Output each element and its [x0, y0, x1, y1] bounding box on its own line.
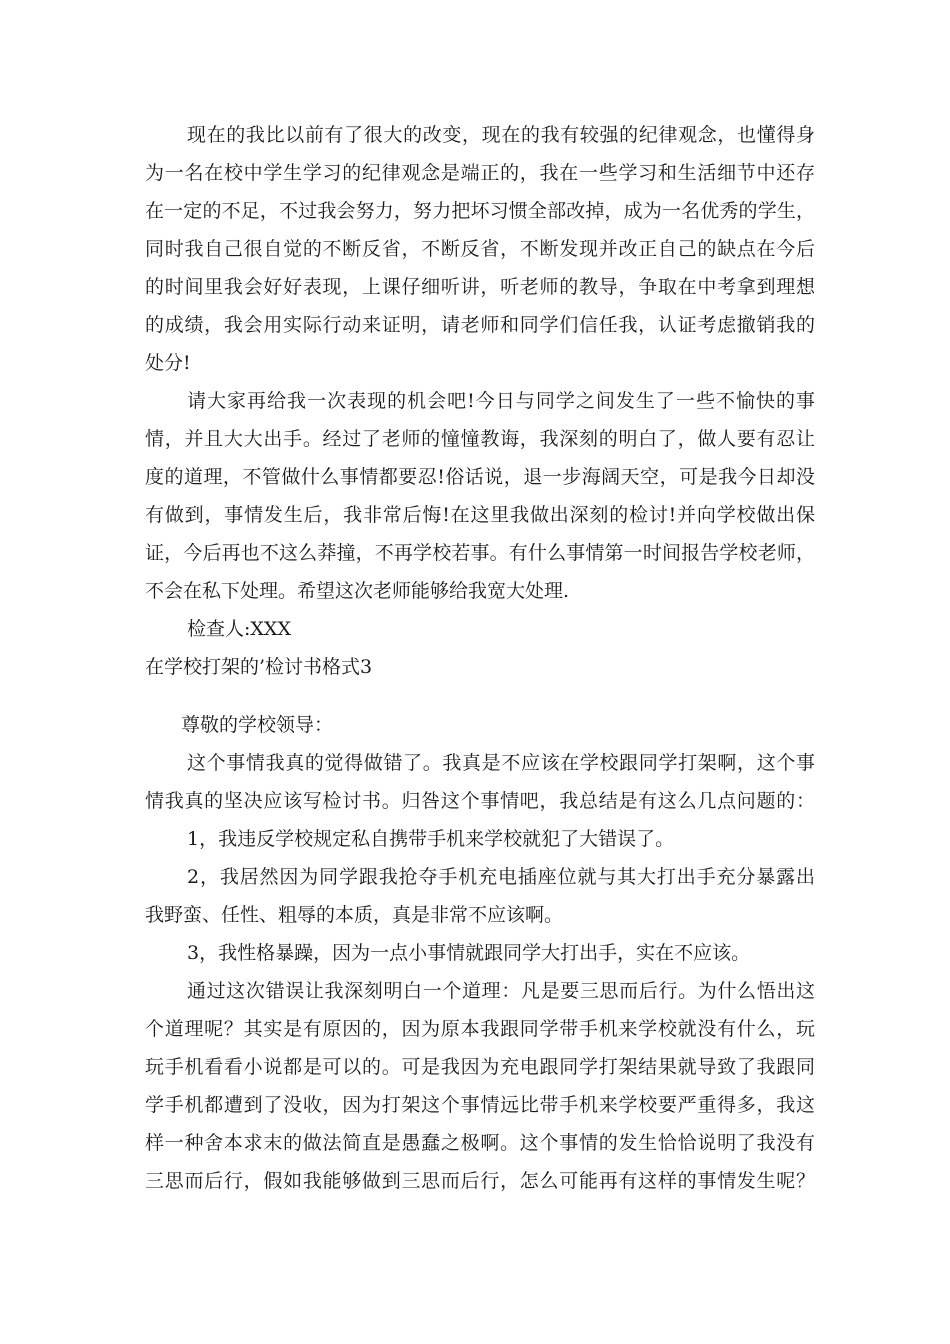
paragraph-line: 同时我自己很自觉的不断反省，不断反省，不断发现并改正自己的缺点在今后: [145, 238, 815, 260]
list-item: 2，我居然因为同学跟我抢夺手机充电插座位就与其大打出手充分暴露出: [187, 866, 815, 888]
paragraph-line: 三思而后行，假如我能够做到三思而后行，怎么可能再有这样的事情发生呢？: [145, 1170, 815, 1192]
paragraph-line: 度的道理，不管做什么事情都要忍!俗话说，退一步海阔天空，可是我今日却没: [145, 466, 815, 488]
section-heading: 在学校打架的’检讨书格式3: [145, 656, 373, 678]
paragraph-line: 学手机都遭到了没收，因为打架这个事情远比带手机来学校要严重得多，我这: [145, 1094, 815, 1116]
paragraph-line: 情我真的坚决应该写检讨书。归咎这个事情吧，我总结是有这么几点问题的：: [145, 790, 815, 812]
list-item-continuation: 我野蛮、任性、粗辱的本质，真是非常不应该啊。: [145, 904, 564, 926]
paragraph-line: 不会在私下处理。希望这次老师能够给我宽大处理.: [145, 580, 570, 602]
paragraph-line: 在一定的不足，不过我会努力，努力把坏习惯全部改掉，成为一名优秀的学生，: [145, 200, 815, 222]
salutation: 尊敬的学校领导：: [181, 714, 334, 736]
list-item: 3，我性格暴躁，因为一点小事情就跟同学大打出手，实在不应该。: [187, 942, 751, 964]
list-item: 1，我违反学校规定私自携带手机来学校就犯了大错误了。: [187, 828, 675, 850]
paragraph-line: 现在的我比以前有了很大的改变，现在的我有较强的纪律观念，也懂得身: [187, 124, 815, 146]
paragraph-line: 处分!: [145, 352, 191, 374]
paragraph-line: 玩手机看看小说都是可以的。可是我因为充电跟同学打架结果就导致了我跟同: [145, 1056, 815, 1078]
paragraph-line: 证，今后再也不这么莽撞，不再学校若事。有什么事情第一时间报告学校老师，: [145, 542, 815, 564]
paragraph-line: 请大家再给我一次表现的机会吧!今日与同学之间发生了一些不愉快的事: [187, 390, 815, 412]
paragraph-line: 有做到，事情发生后，我非常后悔!在这里我做出深刻的检讨!并向学校做出保: [145, 504, 815, 526]
paragraph-line: 样一种舍本求末的做法简直是愚蠢之极啊。这个事情的发生恰恰说明了我没有: [145, 1132, 815, 1154]
paragraph-line: 为一名在校中学生学习的纪律观念是端正的，我在一些学习和生活细节中还存: [145, 162, 815, 184]
paragraph-line: 通过这次错误让我深刻明白一个道理：凡是要三思而后行。为什么悟出这: [187, 980, 815, 1002]
paragraph-line: 的成绩，我会用实际行动来证明，请老师和同学们信任我，认证考虑撤销我的: [145, 314, 815, 336]
paragraph-line: 个道理呢？其实是有原因的，因为原本我跟同学带手机来学校就没有什么，玩: [145, 1018, 815, 1040]
paragraph-line: 这个事情我真的觉得做错了。我真是不应该在学校跟同学打架啊，这个事: [187, 752, 815, 774]
paragraph-line: 情，并且大大出手。经过了老师的憧憧教诲，我深刻的明白了，做人要有忍让: [145, 428, 815, 450]
signature: 检查人:XXX: [187, 618, 291, 640]
paragraph-line: 的时间里我会好好表现，上课仔细听讲，听老师的教导，争取在中考拿到理想: [145, 276, 815, 298]
